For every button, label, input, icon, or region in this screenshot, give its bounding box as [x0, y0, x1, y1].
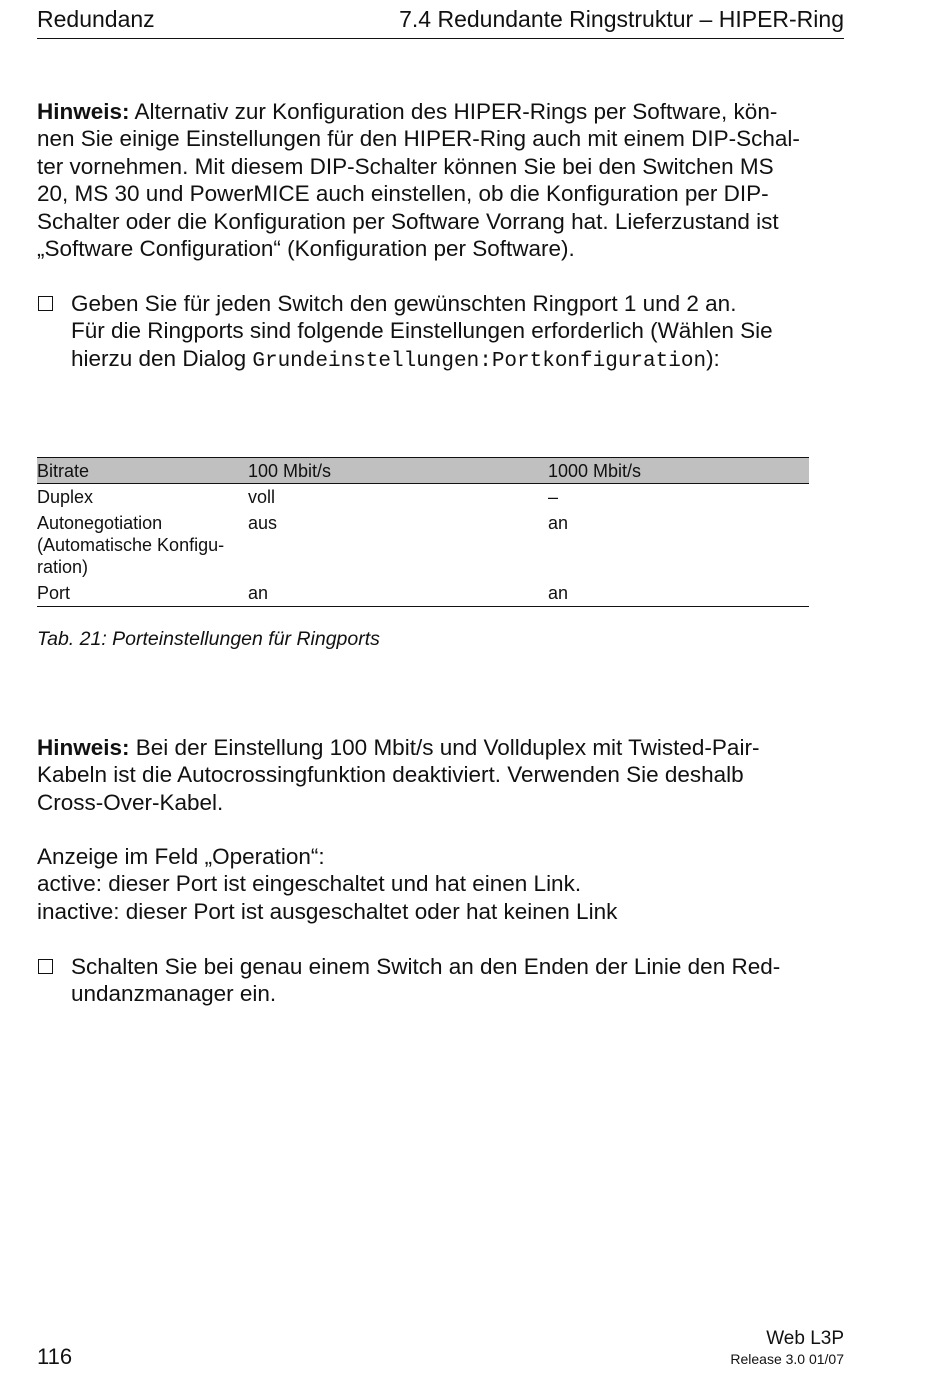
task-line: Geben Sie für jeden Switch den gewünschten Ringport 1 und 2 an. [71, 291, 737, 316]
table-cell: an [548, 580, 809, 607]
note-line: Schalter oder die Konfiguration per Software Vorrang hat. Lieferzustand ist [37, 208, 779, 234]
page-header [37, 4, 844, 39]
table-row [37, 484, 809, 511]
table-row [37, 510, 809, 580]
cell-line: ration) [37, 557, 89, 577]
task-line: ): [706, 345, 720, 371]
cell-line: Autonegotiation [37, 513, 163, 533]
port-settings-table [37, 457, 809, 607]
checkbox-bullet [38, 959, 53, 974]
note-paragraph-2 [37, 734, 847, 816]
table-cell: – [548, 487, 559, 507]
footer-info [730, 1328, 844, 1368]
note-line: nen Sie einige Einstellungen für den HIPER-Ring auch mit einem DIP-Schal- [37, 126, 800, 152]
operation-line: active: dieser Port ist eingeschaltet und hat einen Link. [37, 871, 582, 897]
note-line: Bei der Einstellung 100 Mbit/s und Vollduplex mit Twisted-Pair- [129, 735, 760, 760]
table-cell: aus [248, 513, 278, 533]
note-line: Cross-Over-Kabel. [37, 789, 224, 815]
task-redundancy-manager [37, 953, 847, 1008]
note-paragraph-1 [37, 98, 847, 262]
operation-line: inactive: dieser Port ist ausgeschaltet oder hat keinen Link [37, 898, 618, 924]
task-line: Für die Ringports sind folgende Einstellungen erforderlich (Wählen Sie [71, 318, 773, 344]
table-cell: an [248, 580, 548, 607]
operation-paragraph [37, 843, 847, 925]
table-header-cell: 1000 Mbit/s [548, 458, 809, 484]
header-chapter: Redundanz [37, 6, 155, 32]
table-cell: Duplex [37, 487, 94, 507]
checkbox-bullet [38, 296, 53, 311]
table-header-cell: Bitrate [37, 458, 248, 484]
note-label: Hinweis: [37, 735, 130, 760]
dialog-name: Grundeinstellungen:Portkonfiguration [252, 349, 707, 373]
header-section: 7.4 Redundante Ringstruktur – HIPER-Ring [399, 6, 844, 32]
page-number: 116 [37, 1344, 73, 1369]
note-line: 20, MS 30 und PowerMICE auch einstellen, ob die Konfiguration per DIP- [37, 181, 769, 207]
note-line: „Software Configuration“ (Konfiguration per Software). [37, 236, 575, 262]
note-line: ter vornehmen. Mit diesem DIP-Schalter können Sie bei den Switchen MS [37, 153, 774, 179]
operation-line: Anzeige im Feld „Operation“: [37, 844, 325, 869]
note-label: Hinweis: [37, 99, 130, 124]
table-cell: Port [37, 580, 248, 607]
table-cell: voll [248, 487, 276, 507]
table-header-cell: 100 Mbit/s [248, 458, 548, 484]
table-cell: an [548, 513, 569, 533]
note-line: Alternativ zur Konfiguration des HIPER-Rings per Software, kön- [129, 99, 778, 124]
task-line: Schalten Sie bei genau einem Switch an den Enden der Linie den Red- [71, 954, 781, 979]
table-caption: Tab. 21: Porteinstellungen für Ringports [37, 628, 380, 650]
task-ringport [37, 290, 847, 375]
task-line: undanzmanager ein. [71, 981, 277, 1007]
footer-release: Release 3.0 01/07 [730, 1351, 844, 1367]
note-line: Kabeln ist die Autocrossingfunktion deaktiviert. Verwenden Sie deshalb [37, 762, 744, 788]
table-cell [37, 510, 248, 580]
table-row [37, 580, 809, 607]
cell-line: (Automatische Konfigu- [37, 535, 225, 555]
footer-product: Web L3P [766, 1328, 844, 1349]
task-line: hierzu den Dialog [71, 345, 253, 371]
table-header-row [37, 458, 809, 484]
